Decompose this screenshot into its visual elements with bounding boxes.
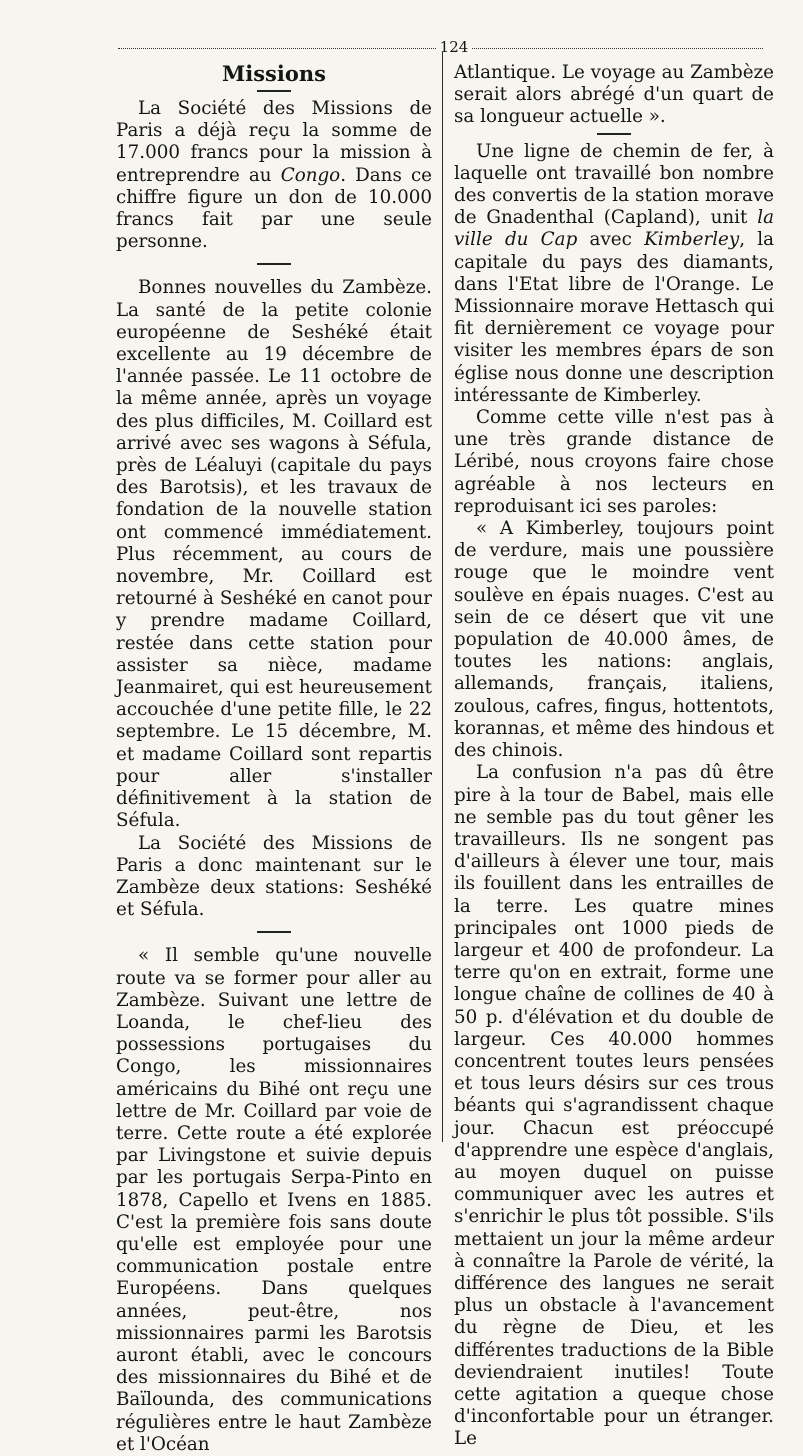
- ville-du-cap-italic: la ville du Cap: [454, 207, 774, 251]
- paragraph-paris-congo: [116, 98, 432, 253]
- separator: [257, 90, 291, 92]
- paragraph-babel: La confusion n'a pas dû être pire à la tour de Babel, mais elle ne semble pas du tout gêner les travailleurs. Ils ne songent pas d'ailleurs à élever une tour, mais ils fouillent dans les entrailles de la terre. Les quatre mines principales ont 1000 pieds de largeur et 400 de profondeur. La terre qu'on en extrait, forme une longue chaîne de collines de 40 à 50 p. d'élévation et du double de largeur. Ces 40.000 hommes concentrent toutes leurs pensées et tous leurs désirs sur ces trous béants qui s'agrandissent chaque jour. Chacun est préoccupé d'apprendre une espèce d'anglais, au moyen duquel on puisse communiquer avec les autres et s'enrichir le plus tôt possible. S'ils mettaient un jour la même ardeur à connaître la Parole de vérité, la différence des langues ne serait plus un obstacle à l'avancement du règne de Dieu, et les différentes traductions de la Bible deviendraient inutiles! Toute cette agitation a queque chose d'inconfortable pour un étranger. Le: [454, 762, 774, 1450]
- paragraph-new-route: « Il semble qu'une nouvelle route va se former pour aller au Zambèze. Suivant une lettre de Loanda, le chef-lieu des possessions portugaises du Congo, les missionnaires américains du Bihé ont reçu une lettre de Mr. Coillard par voie de terre. Cette route a été explorée par Livingstone et suivie depuis par les portugais Serpa-Pinto en 1878, Capello et Ivens en 1885. C'est la première fois sans doute qu'elle est employée pour une communication postale entre Européens. Dans quelques années, peut-être, nos missionnaires parmi les Barotsis auront établi, avec le concours des missionnaires du Bihé et de Baïlounda, des communications régulières entre le haut Zambèze et l'Océan: [116, 945, 432, 1455]
- text-run: Une ligne de chemin de fer, à laquelle ont travaillé bon nombre des convertis de la station morave de Gnadenthal (Capland), unit: [454, 140, 774, 229]
- text-run: . Dans ce chiffre figure un don de 10.000 francs fait par une seule personne.: [116, 164, 432, 253]
- left-column: [116, 62, 432, 1456]
- paragraph-railway: [454, 141, 774, 407]
- paragraph-atlantique: Atlantique. Le voyage au Zambèze serait alors abrégé d'un quart de sa longueur actuelle ».: [454, 62, 774, 128]
- paragraph-two-stations: La Société des Missions de Paris a donc maintenant sur le Zambèze deux stations: Seshéké et Séfula.: [116, 832, 432, 921]
- header-rule-right: [472, 48, 763, 49]
- section-title: Missions: [222, 61, 326, 86]
- separator: [597, 133, 631, 135]
- separator: [257, 263, 291, 265]
- congo-italic: Congo: [280, 164, 341, 186]
- text-run: , la capitale du pays des diamants, dans l'Etat libre de l'Orange. Le Missionnaire morave Hettasch qui fit dernièrement ce voyage pour visiter les membres épars de son église nous donne une description intéressante de Kimberley.: [454, 229, 775, 406]
- header-rule-left: [118, 48, 436, 49]
- column-divider: [442, 52, 443, 1142]
- paragraph-zambeze-news: Bonnes nouvelles du Zambèze. La santé de la petite colonie européenne de Seshéké était excellente au 19 décembre de l'année passée. Le 11 octobre de la même année, après un voyage des plus difficiles, M. Coillard est arrivé avec ses wagons à Séfula, près de Léaluyi (capitale du pays des Barotsis), et les travaux de fondation de la nouvelle station ont commencé immédiatement. Plus récemment, au cours de novembre, Mr. Coillard est retourné à Seshéké en canot pour y prendre madame Coillard, restée dans cette station pour assister sa nièce, madame Jeanmairet, qui est heureusement accouchée d'une petite fille, le 22 septembre. Le 15 décembre, M. et madame Coillard sont repartis pour aller s'installer définitivement à la station de Séfula.: [116, 277, 432, 832]
- text-run: avec: [577, 229, 645, 251]
- paragraph-leribe: Comme cette ville n'est pas à une très grande distance de Léribé, nous croyons faire chose agréable à nos lecteurs en reproduisant ici ses paroles:: [454, 407, 774, 517]
- page-number: 124: [439, 38, 469, 56]
- text-run: La Société des Missions de Paris a déjà reçu la somme de 17.000 francs pour la mission à entreprendre au: [116, 98, 432, 186]
- page-header: [118, 38, 763, 56]
- right-column: [454, 62, 774, 1451]
- kimberley-italic: Kimberley: [644, 229, 740, 251]
- paragraph-kimberley-quote: « A Kimberley, toujours point de verdure, mais une poussière rouge que le moindre vent soulève en épais nuages. C'est au sein de ce désert que vit une population de 40.000 âmes, de toutes les nations: anglais, allemands, français, italiens, zoulous, cafres, fingus, hottentots, korannas, et même des hindous et des chinois.: [454, 518, 774, 762]
- separator: [257, 931, 291, 933]
